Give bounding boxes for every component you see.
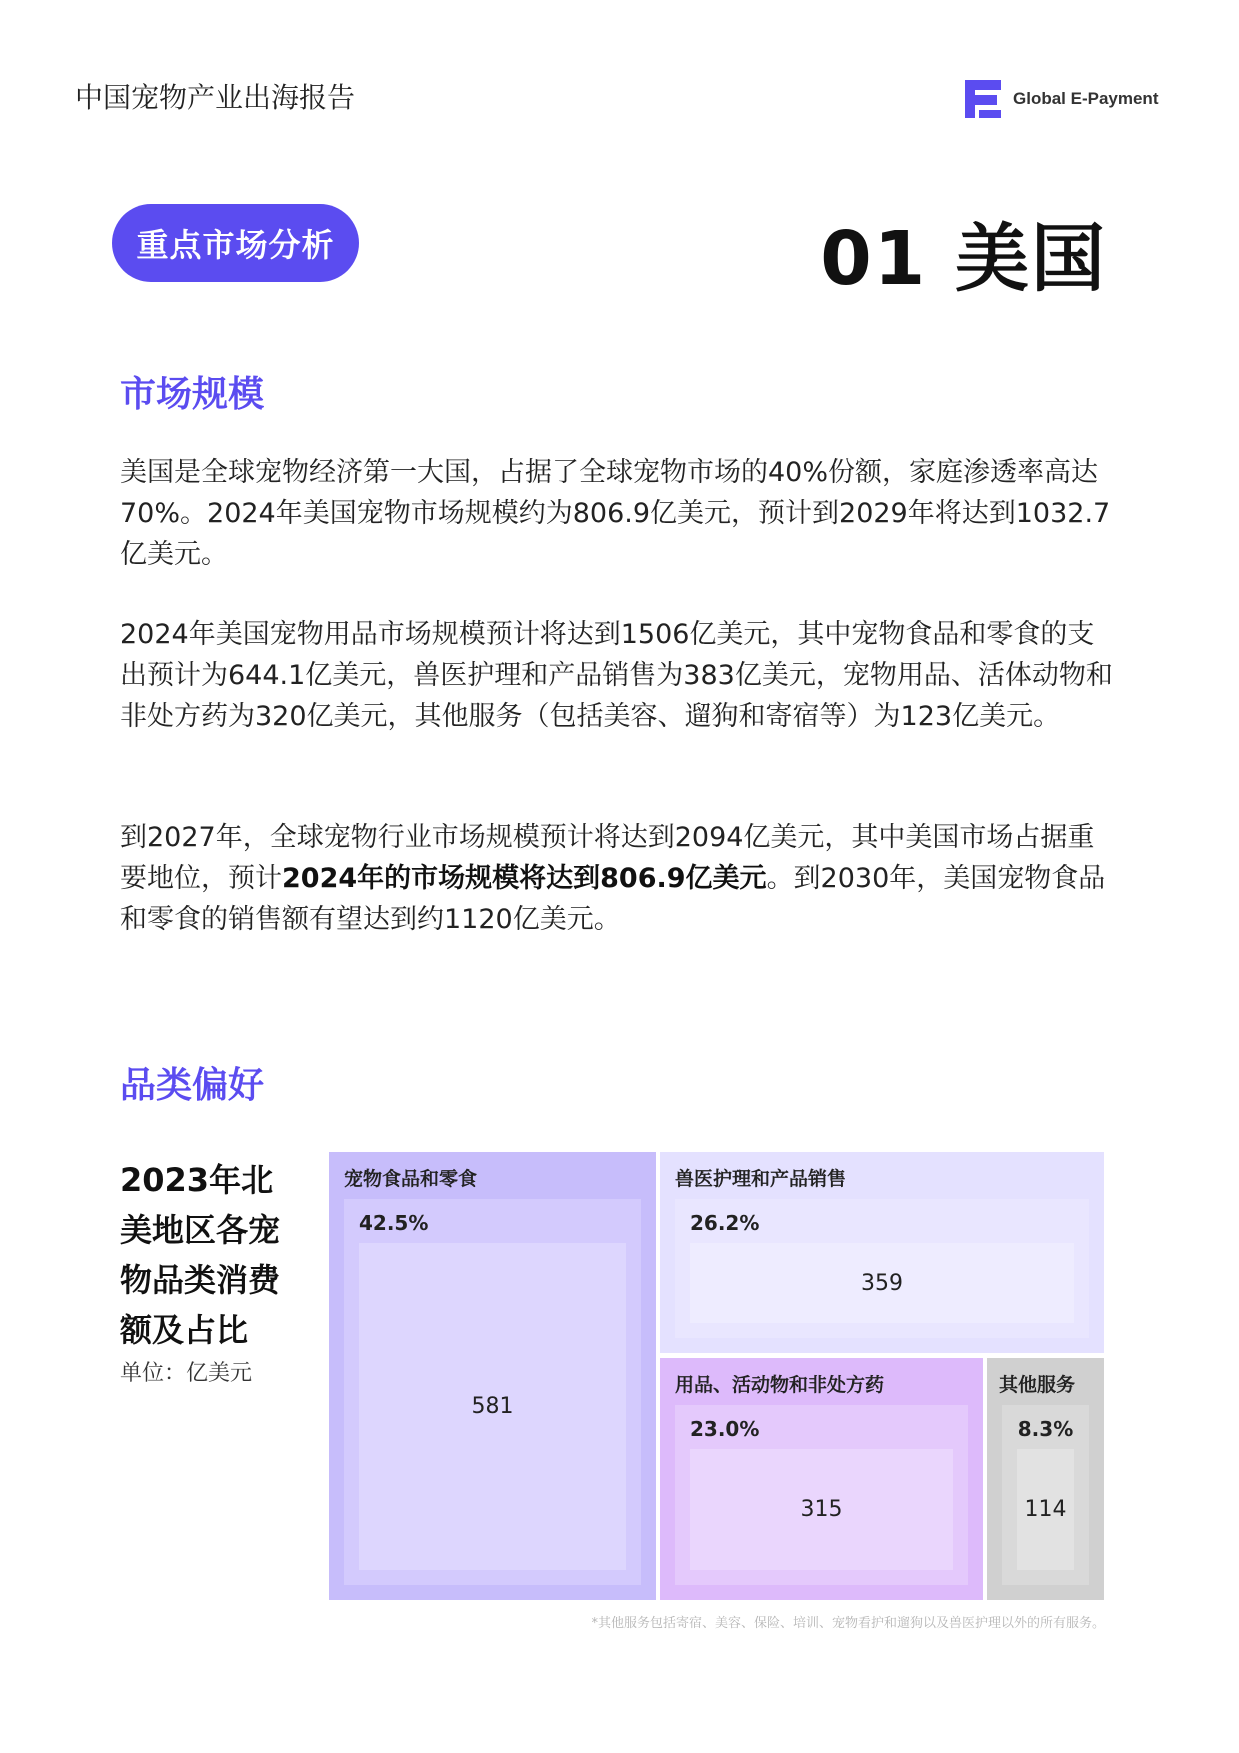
treemap-tile-other [987,1358,1104,1600]
tile-inner [344,1199,641,1585]
treemap-tile-supplies [660,1358,983,1600]
chart-footnote: *其他服务包括寄宿、美容、保险、培训、宠物看护和遛狗以及兽医护理以外的所有服务。 [591,1616,1105,1631]
category-heading: 品类偏好 [120,1065,265,1106]
tile-value: 581 [359,1243,626,1570]
brand-logo [963,78,1158,120]
market-size-paragraph-3 [120,817,1120,940]
tile-share: 8.3% [1017,1417,1074,1441]
paragraph-3-text-a: 到2027年，全球宠物行业市场规模预计将达到2094亿美元，其中美国市场占据重要地位，预计 [120,822,1095,894]
tile-share: 26.2% [690,1211,760,1235]
tile-share: 23.0% [690,1417,760,1441]
paragraph-3-highlight: 2024年的市场规模将达到806.9亿美元 [282,863,767,894]
tile-label: 用品、活动物和非处方药 [675,1374,885,1396]
report-title: 中国宠物产业出海报告 [75,81,356,114]
market-size-paragraph-1: 美国是全球宠物经济第一大国，占据了全球宠物市场的40%份额，家庭渗透率高达70%。2024年美国宠物市场规模约为806.9亿美元，预计到2029年将达到1032.7亿美元。 [120,457,1111,570]
logo-icon [963,78,1003,120]
treemap-tile-food [329,1152,656,1600]
treemap-tile-vet [660,1152,1104,1353]
chart-title: 2023年北美地区各宠物品类消费额及占比 [120,1161,281,1349]
market-size-heading: 市场规模 [120,374,265,415]
tile-inner [1002,1405,1089,1585]
tile-value: 315 [690,1449,953,1570]
tile-label: 其他服务 [999,1374,1076,1396]
tile-label: 宠物食品和零食 [344,1168,478,1190]
chart-unit: 单位：亿美元 [120,1361,253,1386]
section-pill: 重点市场分析 [112,204,359,282]
tile-inner [675,1405,968,1585]
tile-value: 114 [1017,1449,1074,1570]
tile-value: 359 [690,1243,1074,1323]
logo-text: Global E-Payment [1013,89,1159,108]
page-heading: 01 美国 [820,216,1107,302]
tile-label: 兽医护理和产品销售 [675,1168,847,1190]
tile-inner [675,1199,1089,1338]
market-size-paragraph-2: 2024年美国宠物用品市场规模预计将达到1506亿美元，其中宠物食品和零食的支出预计为644.1亿美元，兽医护理和产品销售为383亿美元，宠物用品、活体动物和非处方药为320亿美元，其他服务（包括美容、遛狗和寄宿等）为123亿美元。 [120,619,1113,732]
tile-share: 42.5% [359,1211,429,1235]
paragraph-3-text-b: 。到2030年，美国宠物食品和零食的销售额有望达到约1120亿美元。 [120,863,1106,935]
